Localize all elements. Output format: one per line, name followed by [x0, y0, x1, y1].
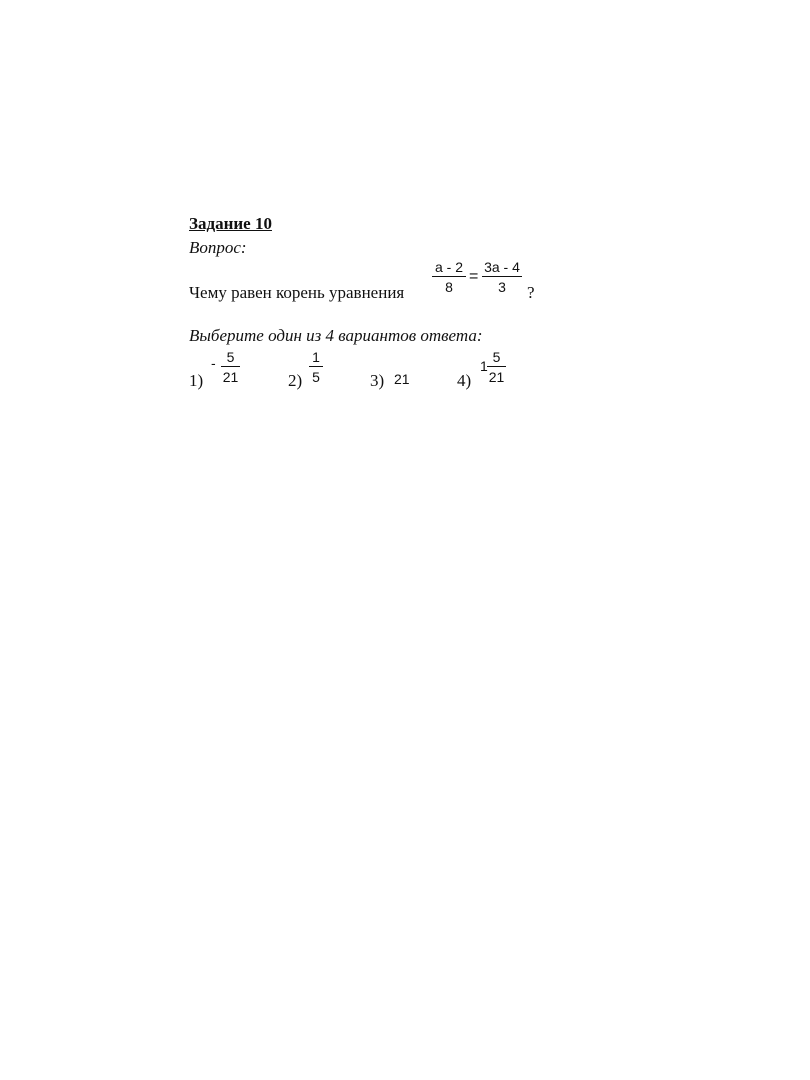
fraction-numerator: 1: [312, 349, 320, 365]
option-3-number[interactable]: 3): [370, 371, 385, 390]
fraction-denominator: 21: [488, 369, 505, 385]
question-label: Вопрос:: [189, 238, 247, 257]
fraction-denominator: 3: [498, 279, 506, 295]
option-3-value[interactable]: 21: [394, 371, 410, 387]
option-2-number[interactable]: 2): [288, 371, 303, 390]
option-4-fraction[interactable]: [487, 349, 506, 385]
question-text: Чему равен корень уравнения: [189, 283, 405, 302]
fraction-denominator: 21: [222, 369, 239, 385]
fraction-numerator: 3a - 4: [484, 259, 520, 275]
option-2-fraction[interactable]: [309, 349, 323, 385]
option-1-fraction[interactable]: [221, 349, 240, 385]
equation-left-fraction: [432, 259, 466, 295]
option-4-number[interactable]: 4): [457, 371, 472, 390]
task-title: Задание 10: [189, 214, 272, 233]
option-1-number[interactable]: 1): [189, 371, 204, 390]
fraction-denominator: 5: [312, 369, 320, 385]
fraction-numerator: 5: [492, 349, 501, 365]
fraction-numerator: a - 2: [434, 259, 463, 275]
option-1-minus-sign: -: [211, 355, 216, 371]
fraction-numerator: 5: [226, 349, 235, 365]
fraction-denominator: 8: [445, 279, 453, 295]
option-4-whole-part: 1: [480, 358, 488, 374]
equals-sign: =: [469, 268, 479, 285]
equation-right-fraction: [482, 259, 522, 295]
question-mark: ?: [527, 283, 535, 302]
answers-label: Выберите один из 4 вариантов ответа:: [189, 326, 483, 345]
